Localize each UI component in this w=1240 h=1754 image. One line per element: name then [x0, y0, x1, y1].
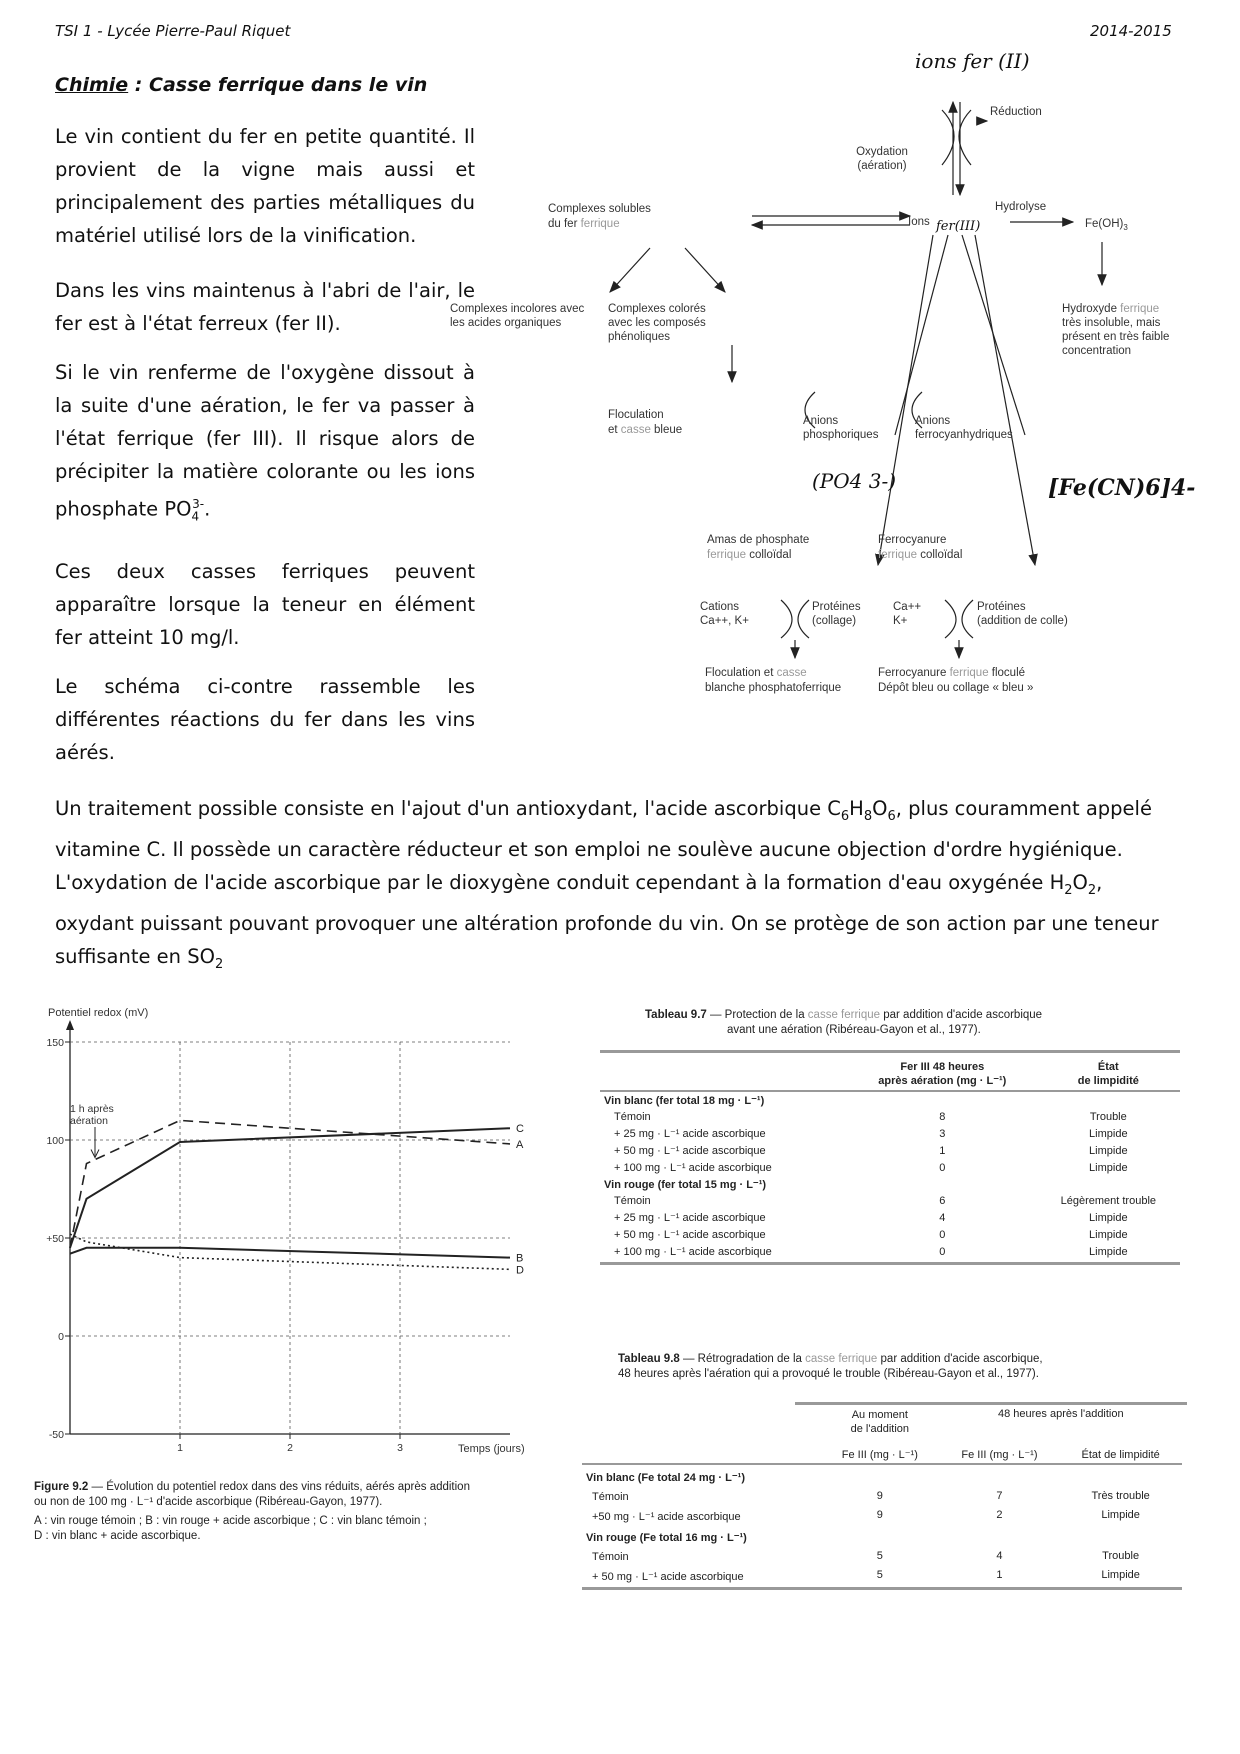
y-tick-label: +50: [46, 1233, 64, 1245]
reduction-label: Réduction: [990, 106, 1042, 118]
paragraph-3: Si le vin renferme de l'oxygène dissout à la suite d'une aération, le fer va passer à l'état ferrique (fer III). Il risque alors de précipiter la matière colorante ou les ions phosphate $PO_4^{3-}$.: [55, 361, 475, 524]
series-label-C: C: [516, 1123, 524, 1136]
chart-annotation-1: 1 h après: [70, 1103, 114, 1115]
table-row: Témoin 5 4 Trouble: [592, 1549, 1140, 1563]
svg-text:Ca++: Ca++: [893, 601, 922, 613]
table8: Au moment de l'addition 48 heures après l'addition Fe III (mg · L⁻¹) Fe III (mg · L⁻¹) État de limpidité Vin blanc (Fe total 24 mg · L⁻¹) Témoin 9 7 Très trouble +50 mg · L⁻¹ acide ascorbique 9 2 Limpide Vin rouge (Fe total 16 mg · L⁻¹) Témoin 5 4 Trouble + 50 mg · L⁻¹ acide ascorbique 5 1 Limpide: [582, 1406, 1182, 1590]
svg-text:Anions: Anions: [915, 415, 951, 427]
title-rest: : Casse ferrique dans le vin: [128, 74, 428, 96]
svg-text:du fer ferrique: du fer ferrique: [548, 218, 620, 230]
iron-reactions-diagram: [450, 40, 1210, 760]
svg-text:et casse bleue: et casse bleue: [608, 424, 683, 436]
table-group-header: Vin blanc (fer total 18 mg · L⁻¹): [604, 1095, 765, 1107]
svg-text:(aération): (aération): [857, 160, 907, 172]
figure-caption: Figure 9.2 — Évolution du potentiel redox dans des vins réduits, aérés après addition ou non de 100 mg · L⁻¹ d'acide ascorbique (Ribéreau-Gayon, 1977). A : vin rouge témoin ; B : vin rouge + acide ascorbique ; C : vin blanc témoin ; D : vin blanc + acide ascorbique.: [34, 1481, 470, 1542]
table-row: Témoin 9 7 Très trouble: [592, 1489, 1150, 1503]
svg-text:phosphoriques: phosphoriques: [803, 429, 879, 441]
svg-text:Protéines: Protéines: [977, 601, 1026, 613]
svg-text:ferrique colloïdal: ferrique colloïdal: [878, 549, 963, 561]
table-row: Témoin 8 Trouble: [614, 1111, 1127, 1123]
svg-text:les acides organiques: les acides organiques: [450, 317, 562, 329]
table-row: + 25 mg · L⁻¹ acide ascorbique 4 Limpide: [614, 1211, 1128, 1224]
svg-text:(addition de colle): (addition de colle): [977, 615, 1068, 627]
table-row: +50 mg · L⁻¹ acide ascorbique 9 2 Limpide: [592, 1509, 1140, 1523]
svg-text:ferrocyanhydriques: ferrocyanhydriques: [915, 429, 1013, 441]
paragraph-1: Le vin contient du fer en petite quantité. Il provient de la vigne mais aussi et principalement des parties métalliques du matériel utilisé lors de la vinification.: [55, 125, 475, 247]
table-group-header: Vin blanc (Fe total 24 mg · L⁻¹): [586, 1472, 746, 1484]
svg-text:Dépôt bleu ou collage « bleu »: Dépôt bleu ou collage « bleu »: [878, 682, 1034, 694]
series-label-B: B: [516, 1252, 524, 1265]
svg-text:très insoluble, mais: très insoluble, mais: [1062, 317, 1161, 329]
chart-xlabel: Temps (jours): [458, 1443, 525, 1455]
svg-text:Hydrolyse: Hydrolyse: [995, 201, 1047, 213]
chart-annotation-2: aération: [70, 1115, 108, 1127]
svg-text:blanche phosphatoferrique: blanche phosphatoferrique: [705, 682, 842, 694]
x-tick-label: 3: [397, 1442, 403, 1454]
y-tick-label: -50: [48, 1429, 64, 1441]
ions-label: Ions: [908, 216, 930, 228]
handwritten-fecn: [Fe(CN)6]4-: [1048, 475, 1196, 501]
handwritten-po4: (PO4 3-): [812, 469, 897, 493]
intro-text: [55, 120, 475, 785]
page-title: [55, 74, 427, 96]
treatment-paragraph: Un traitement possible consiste en l'ajout d'un antioxydant, l'acide ascorbique $C_6H_8O_6$, plus couramment appelé vitamine C. Il possède un caractère réducteur et son emploi ne soulève aucune objection d'ordre hygiénique. L'oxydation de l'acide ascorbique par le dioxygène conduit cependant à la formation d'eau oxygénée $H_2O_2$, oxydant puissant pouvant provoquer une altération profonde du vin. On se protège de son action par une teneur suffisante en $SO_2$: [55, 797, 1159, 972]
svg-text:Hydroxyde ferrique: Hydroxyde ferrique: [1062, 303, 1160, 315]
svg-text:concentration: concentration: [1062, 345, 1132, 357]
svg-text:Oxydation: Oxydation: [856, 146, 908, 158]
x-tick-label: 2: [287, 1442, 293, 1454]
svg-text:Ca++, K+: Ca++, K+: [700, 615, 749, 627]
table8-rule-top: [795, 1402, 1187, 1405]
y-tick-label: 100: [46, 1135, 64, 1147]
table-row: + 25 mg · L⁻¹ acide ascorbique 3 Limpide: [614, 1127, 1128, 1140]
table7-rule-top: [600, 1050, 1180, 1053]
y-tick-label: 0: [58, 1331, 64, 1343]
svg-text:Complexes incolores avec: Complexes incolores avec: [450, 303, 585, 315]
svg-text:Floculation: Floculation: [608, 409, 664, 421]
paragraph-2: Dans les vins maintenus à l'abri de l'air, le fer est à l'état ferreux (fer II).: [55, 279, 475, 335]
svg-text:Cations: Cations: [700, 601, 739, 613]
svg-text:(collage): (collage): [812, 615, 857, 627]
svg-text:ferrique colloïdal: ferrique colloïdal: [707, 549, 792, 561]
table-row: Témoin 6 Légèrement trouble: [614, 1195, 1157, 1207]
svg-text:présent en très faible: présent en très faible: [1062, 331, 1170, 343]
series-label-A: A: [516, 1138, 524, 1151]
table8-caption: Tableau 9.8 — Rétrogradation de la casse ferrique par addition d'acide ascorbique, 48 heures après l'aération qui a provoqué le trouble (Ribéreau-Gayon et al., 1977).: [618, 1353, 1043, 1380]
svg-text:Fe(OH)3: $Fe(OH)_3$: [1085, 218, 1128, 232]
table7: Fer III 48 heures après aération (mg · L⁻¹) État de limpidité Vin blanc (fer total 18 mg · L⁻¹) Témoin 8 Trouble + 25 mg · L⁻¹ acide ascorbique 3 Limpide + 50 mg · L⁻¹ acide ascorbique 1 Limpide + 100 mg · L⁻¹ acide ascorbique 0 Limpide Vin rouge (fer total 15 mg · L⁻¹) Témoin 6 Légèrement trouble + 25 mg · L⁻¹ acide ascorbique 4 Limpide + 50 mg · L⁻¹ acide ascorbique 0 Limpide + 100 mg · L⁻¹ acide ascorbique 0 Limpide: [600, 1058, 1180, 1265]
x-tick-label: 1: [177, 1442, 183, 1454]
svg-text:K+: K+: [893, 615, 908, 627]
svg-text:Ferrocyanure: Ferrocyanure: [878, 534, 947, 546]
title-prefix: Chimie: [55, 74, 129, 96]
svg-text:phénoliques: phénoliques: [608, 331, 671, 343]
svg-text:Protéines: Protéines: [812, 601, 861, 613]
table-row: + 50 mg · L⁻¹ acide ascorbique 1 Limpide: [614, 1144, 1128, 1157]
svg-text:Complexes solubles: Complexes solubles: [548, 203, 651, 215]
table-group-header: Vin rouge (Fe total 16 mg · L⁻¹): [586, 1532, 747, 1544]
handwritten-fer3: fer(III): [936, 219, 981, 234]
svg-text:avec les composés: avec les composés: [608, 317, 706, 329]
table-group-header: Vin rouge (fer total 15 mg · L⁻¹): [604, 1179, 767, 1191]
table-row: + 100 mg · L⁻¹ acide ascorbique 0 Limpide: [614, 1245, 1128, 1258]
redox-chart: [40, 1002, 560, 1472]
handwritten-fer2: ions fer (II): [915, 49, 1030, 73]
paragraph-5: Le schéma ci-contre rassemble les différentes réactions du fer dans les vins aérés.: [55, 675, 475, 765]
chart-ylabel: Potentiel redox (mV): [48, 1007, 149, 1019]
header-right: 2014-2015: [1090, 22, 1172, 40]
svg-text:Floculation et casse: Floculation et casse: [705, 667, 807, 679]
header-left: TSI 1 - Lycée Pierre-Paul Riquet: [55, 22, 291, 40]
y-axis-arrow: [66, 1020, 74, 1030]
svg-text:Anions: Anions: [803, 415, 839, 427]
svg-text:Complexes colorés: Complexes colorés: [608, 303, 706, 315]
paragraph-4: Ces deux casses ferriques peuvent apparaître lorsque la teneur en élément fer atteint 10 mg/l.: [55, 560, 475, 650]
table7-caption: Tableau 9.7 — Protection de la casse ferrique par addition d'acide ascorbique avant une aération (Ribéreau-Gayon et al., 1977).: [645, 1009, 1043, 1036]
table-row: + 50 mg · L⁻¹ acide ascorbique 0 Limpide: [614, 1228, 1128, 1241]
svg-text:Amas de phosphate: Amas de phosphate: [707, 534, 810, 546]
y-tick-label: 150: [46, 1037, 64, 1049]
table-row: + 50 mg · L⁻¹ acide ascorbique 5 1 Limpide: [592, 1569, 1140, 1583]
table-row: + 100 mg · L⁻¹ acide ascorbique 0 Limpide: [614, 1161, 1128, 1174]
svg-text:Ferrocyanure ferrique floculé: Ferrocyanure ferrique floculé: [878, 667, 1026, 679]
series-label-D: D: [516, 1264, 524, 1277]
